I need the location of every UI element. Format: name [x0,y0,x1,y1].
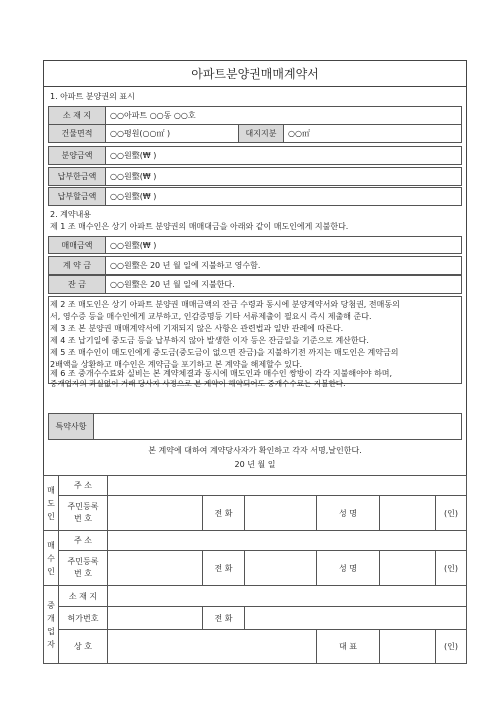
buyer-group-label [43,530,59,586]
seller-id-label-line2: 번 호 [74,514,92,523]
confirm-statement: 본 계약에 대하여 계약당사자가 확인하고 각자 서명,날인한다. [148,446,362,455]
agent-company-label: 상 호 [58,629,108,664]
value-paid-amount: ○○원整(₩ ) [105,167,462,186]
seller-seal: (인) [435,495,467,531]
seller-id-field[interactable] [107,495,203,531]
label-land-share: 대지지분 [238,124,284,143]
value-deposit: ○○원整은 20 년 월 일에 지불하고 영수함. [105,256,462,275]
value-payable-amount: ○○원整(₩ ) [105,187,462,206]
article-2-line2: 서, 영수증 등을 매수인에게 교부하고, 인감증명등 기타 서류제출이 필요시 즉시 제출해 준다. [50,312,372,321]
article-1: 제 1 조 매수인은 상기 아파트 분양권의 매매대금을 아래와 같이 매도인에게 지불한다. [50,222,349,231]
label-special-terms: 특약사항 [48,413,94,440]
label-paid-amount: 납부한금액 [48,167,106,186]
label-payable-amount: 납부할금액 [48,187,106,206]
agent-char-2: 개 [47,613,55,623]
value-trade-amount: ○○원整(₩ ) [105,236,462,254]
agent-char-4: 자 [47,639,55,649]
buyer-id-label-line2: 번 호 [74,569,92,578]
label-location: 소 재 지 [48,106,106,125]
seller-id-label-line1: 주민등록 [67,502,99,511]
seller-group-label [43,475,59,531]
buyer-id-label-line1: 주민등록 [67,557,99,566]
label-deposit: 계 약 금 [48,256,106,275]
article-3: 제 3 조 본 분양권 매매계약서에 기재되지 않은 사항은 관련법과 일반 관례에 따른다. [50,324,344,333]
agent-seal: (인) [435,629,467,664]
agent-rep-label: 대 표 [316,629,380,664]
agent-phone-field[interactable] [244,606,467,630]
value-balance: ○○원整은 20 년 월 일에 지불한다. [105,275,462,294]
buyer-address-field[interactable] [107,530,467,551]
seller-phone-label: 전 화 [202,495,245,531]
agent-license-label: 허가번호 [58,606,108,630]
label-sale-price: 분양금액 [48,146,106,165]
seller-id-label [58,495,108,531]
buyer-name-field[interactable] [379,550,436,586]
agent-char-3: 업 [47,626,55,636]
agent-phone-label: 전 화 [202,606,245,630]
buyer-id-label [58,550,108,586]
seller-phone-field[interactable] [244,495,317,531]
article-5-line1: 제 5 조 매수인이 매도인에게 중도금(중도금이 없으면 잔금)을 지불하기전 까지는 매도인은 계약금의 [50,348,399,357]
seller-char-1: 매 [47,485,55,495]
seller-address-label: 주 소 [58,475,108,496]
buyer-phone-label: 전 화 [202,550,245,586]
article-4: 제 4 조 납기일에 중도금 등을 납부하지 않아 발생한 이자 등은 잔금일을 기준으로 계산한다. [50,336,369,345]
seller-address-field[interactable] [107,475,467,496]
value-sale-price: ○○원整(₩ ) [105,146,462,165]
seller-char-2: 도 [47,498,55,508]
document-title: 아파트분양권매매계약서 [43,60,467,87]
buyer-char-1: 매 [47,540,55,550]
value-building-area: ○○평원(○○㎡ ) [105,124,239,143]
article-2-line1: 제 2 조 매도인은 상기 아파트 분양권 매매금액의 잔금 수령과 동시에 분양계약서와 당첨권, 전매동의 [50,300,400,309]
agent-rep-field[interactable] [379,629,436,664]
agent-license-field[interactable] [107,606,203,630]
buyer-phone-field[interactable] [244,550,317,586]
buyer-name-label: 성 명 [316,550,380,586]
agent-location-field[interactable] [107,585,467,607]
article-6-line2: 중개업자의 과실없이 거래 당사자 사정으로 본 계약이 해약되어도 중개수수료는 지불한다. [50,379,346,388]
agent-group-label [43,585,59,664]
contract-date: 20 년 월 일 [234,460,276,469]
section2-heading: 2. 계약내용 [50,210,92,219]
buyer-char-3: 인 [47,566,55,576]
seller-char-3: 인 [47,511,55,521]
section1-heading: 1. 아파트 분양권의 표시 [50,92,135,101]
article-6-line1: 제 6 조 중개수수료와 실비는 본 계약체결과 동시에 매도인과 매수인 쌍방이 각각 지불해야야 하며, [50,369,393,378]
buyer-seal: (인) [435,550,467,586]
agent-char-1: 중 [47,600,55,610]
label-building-area: 건물면적 [48,124,106,143]
agent-company-field[interactable] [107,629,317,664]
value-land-share: ○○㎡ [283,124,462,143]
label-balance: 잔 금 [48,275,106,294]
value-location: ○○아파트 ○○동 ○○호 [105,106,462,125]
seller-name-label: 성 명 [316,495,380,531]
buyer-id-field[interactable] [107,550,203,586]
agent-location-label: 소 재 지 [58,585,108,607]
seller-name-field[interactable] [379,495,436,531]
value-special-terms[interactable] [93,413,462,440]
label-trade-amount: 매매금액 [48,236,106,254]
buyer-address-label: 주 소 [58,530,108,551]
article-5-line2: 2배액을 상환하고 매수인은 계약금을 포기하고 본 계약을 해제할수 있다. [50,360,303,369]
buyer-char-2: 수 [47,553,55,563]
